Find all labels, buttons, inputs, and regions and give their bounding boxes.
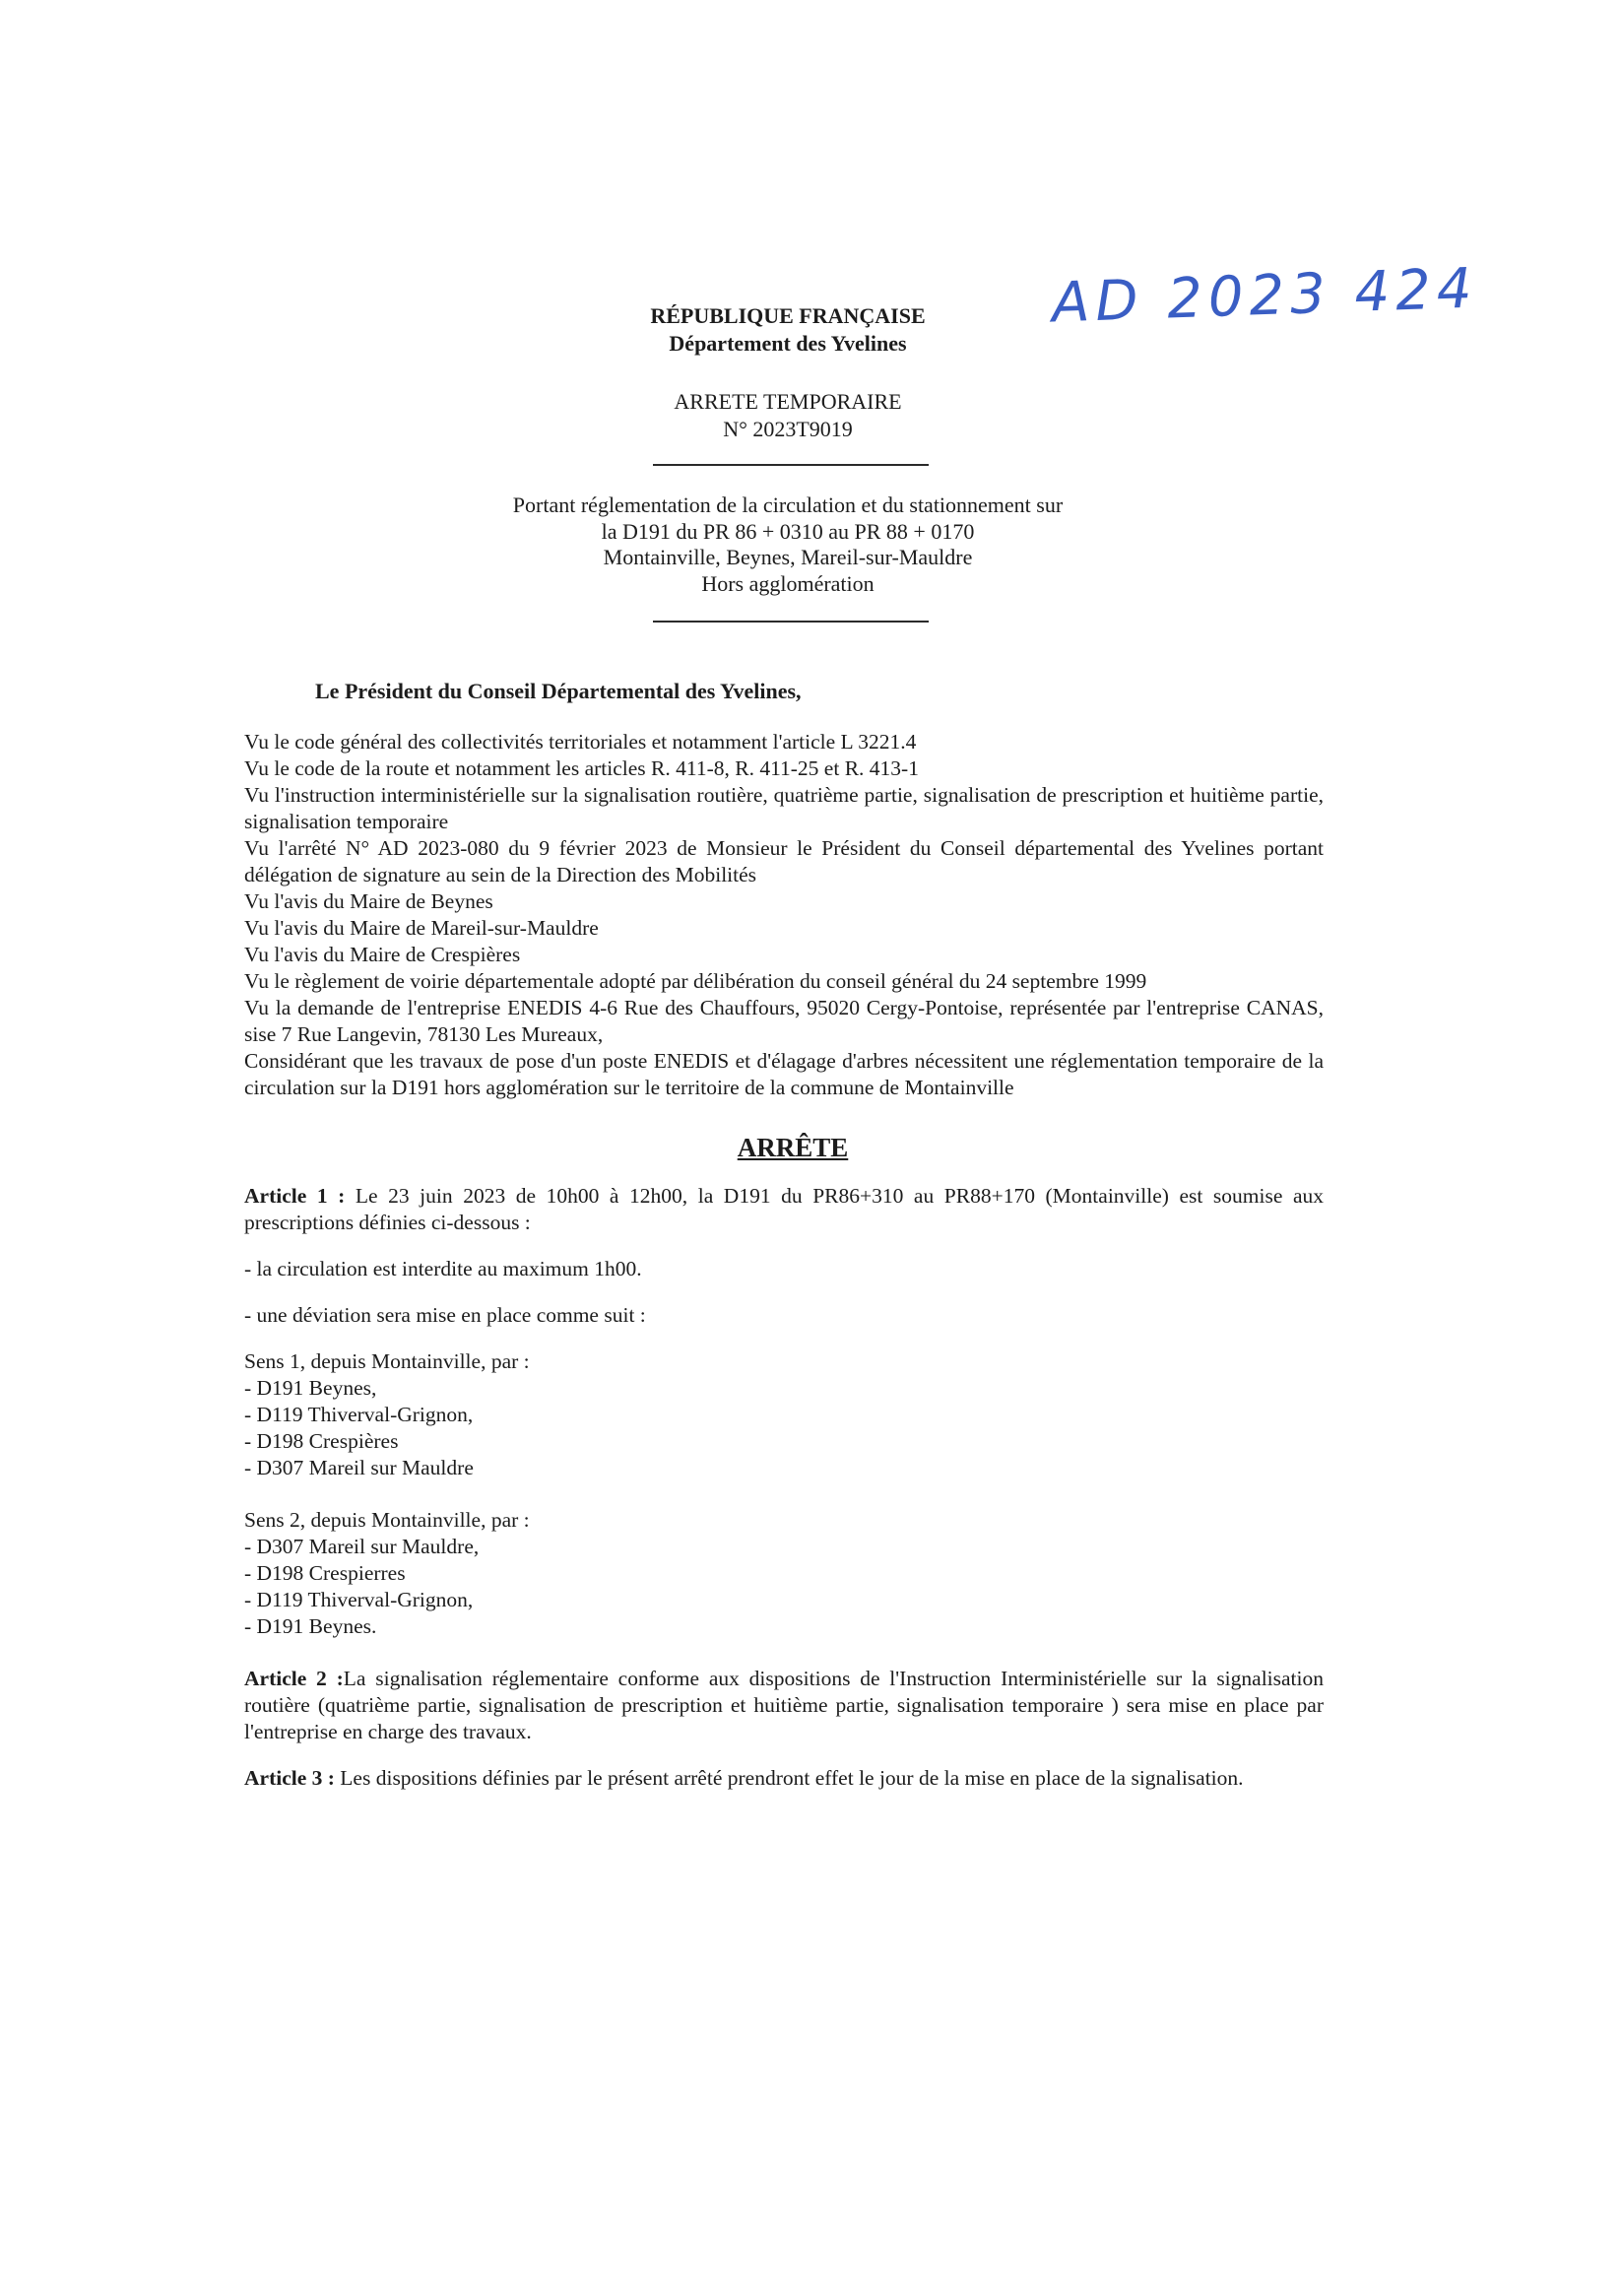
portant-line-3: Montainville, Beynes, Mareil-sur-Mauldre <box>603 545 973 569</box>
visas-list <box>244 729 1324 1101</box>
route-item: - D191 Beynes. <box>244 1614 377 1638</box>
sens-1-title: Sens 1, depuis Montainville, par : <box>244 1349 530 1373</box>
arrete-heading <box>394 388 1182 443</box>
arrete-title: ARRÊTE <box>737 1133 849 1162</box>
arrete-type: ARRETE TEMPORAIRE <box>674 389 902 414</box>
article-1-item-1: - la circulation est interdite au maximum 1h00. <box>244 1257 642 1280</box>
visa-item: Vu l'avis du Maire de Mareil-sur-Mauldre <box>244 916 599 940</box>
portant-block <box>394 492 1182 597</box>
deviation-sens-2 <box>244 1507 1324 1640</box>
departement-title: Département des Yvelines <box>669 331 907 356</box>
visa-item: Vu l'avis du Maire de Crespières <box>244 943 521 966</box>
visa-item: Vu l'instruction interministérielle sur la signalisation routière, quatrième partie, signalisation de prescription et huitième partie, signalisation temporaire <box>244 783 1324 833</box>
handwritten-reference-number: AD 2023 424 <box>1050 256 1479 336</box>
article-2-text: La signalisation réglementaire conforme aux dispositions de l'Instruction Interministérielle sur la signalisation routière (quatrième partie, signalisation de prescription et huitième partie, signalisation temporaire ) sera mise en place par l'entreprise en charge des travaux. <box>244 1667 1325 1743</box>
president-heading: Le Président du Conseil Départemental des Yvelines, <box>315 679 802 703</box>
route-item: - D119 Thiverval-Grignon, <box>244 1403 474 1426</box>
visa-item: Vu le code général des collectivités territoriales et notamment l'article L 3221.4 <box>244 730 917 754</box>
divider-top <box>653 464 929 466</box>
article-2 <box>244 1666 1324 1745</box>
article-1 <box>244 1183 1324 1236</box>
portant-line-2: la D191 du PR 86 + 0310 au PR 88 + 0170 <box>601 518 975 544</box>
sens-2-title: Sens 2, depuis Montainville, par : <box>244 1508 530 1532</box>
route-item: - D119 Thiverval-Grignon, <box>244 1588 474 1611</box>
visa-item: Vu le code de la route et notamment les articles R. 411-8, R. 411-25 et R. 413-1 <box>244 756 919 780</box>
visa-item: Vu l'avis du Maire de Beynes <box>244 889 493 913</box>
deviation-sens-1 <box>244 1348 1324 1481</box>
visa-item: Vu le règlement de voirie départementale adopté par délibération du conseil général du 24 septembre 1999 <box>244 969 1147 993</box>
route-item: - D307 Mareil sur Mauldre, <box>244 1535 480 1558</box>
portant-line-4: Hors agglomération <box>701 570 875 596</box>
route-item: - D198 Crespières <box>244 1429 399 1453</box>
visa-item: Vu l'arrêté N° AD 2023-080 du 9 février 2023 de Monsieur le Président du Conseil départemental des Yvelines portant délégation de signature au sein de la Direction des Mobilités <box>244 836 1324 886</box>
article-3-label: Article 3 : <box>244 1766 335 1790</box>
route-item: - D198 Crespierres <box>244 1561 406 1585</box>
document-header <box>394 302 1182 358</box>
article-3 <box>244 1765 1324 1792</box>
articles-section <box>244 1183 1324 1811</box>
portant-line-1: Portant réglementation de la circulation et du stationnement sur <box>512 492 1064 517</box>
route-item: - D191 Beynes, <box>244 1376 377 1400</box>
article-1-item-2: - une déviation sera mise en place comme suit : <box>244 1303 646 1327</box>
article-1-label: Article 1 : <box>244 1184 346 1208</box>
article-2-label: Article 2 : <box>244 1667 344 1690</box>
article-3-text: Les dispositions définies par le présent arrêté prendront effet le jour de la mise en place de la signalisation. <box>334 1766 1244 1790</box>
route-item: - D307 Mareil sur Mauldre <box>244 1456 474 1479</box>
divider-bottom <box>653 621 929 623</box>
republique-title: RÉPUBLIQUE FRANÇAISE <box>650 303 926 328</box>
visa-item: Vu la demande de l'entreprise ENEDIS 4-6 Rue des Chauffours, 95020 Cergy-Pontoise, représentée par l'entreprise CANAS, sise 7 Rue Langevin, 78130 Les Mureaux, <box>244 996 1324 1046</box>
considerant-item: Considérant que les travaux de pose d'un poste ENEDIS et d'élagage d'arbres nécessitent une réglementation temporaire de la circulation sur la D191 hors agglomération sur le territoire de la commune de Montainville <box>244 1049 1324 1099</box>
arrete-number: N° 2023T9019 <box>723 417 853 441</box>
article-1-text: Le 23 juin 2023 de 10h00 à 12h00, la D191 du PR86+310 au PR88+170 (Montainville) est soumise aux prescriptions définies ci-dessous : <box>244 1184 1325 1234</box>
